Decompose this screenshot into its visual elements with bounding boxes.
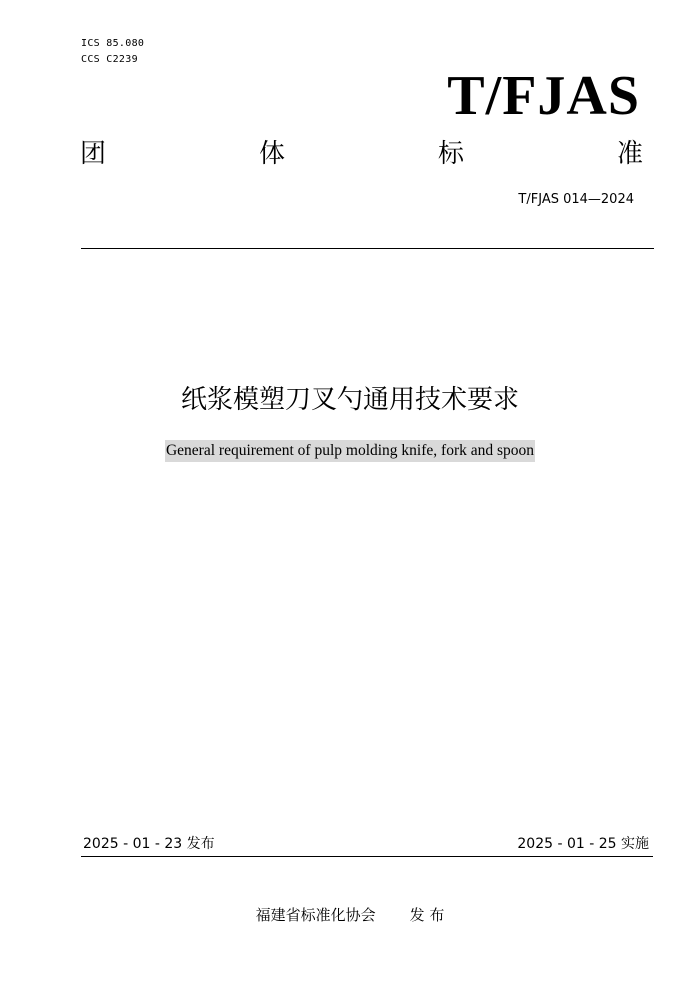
classification-codes: [81, 36, 144, 68]
publisher-name: 福建省标准化协会: [255, 906, 376, 924]
standard-type-heading: [80, 134, 643, 174]
standard-logo: T/FJAS: [447, 65, 640, 127]
implementation-date: 2025 - 01 - 25 实施: [517, 836, 649, 852]
ics-code: ICS 85.080: [81, 38, 145, 49]
standard-number: T/FJAS 014—2024: [518, 192, 634, 207]
publisher-line: [0, 904, 700, 926]
standard-type-char: 准: [616, 139, 643, 169]
top-divider: [81, 248, 654, 249]
standard-type-char: 标: [437, 139, 464, 169]
ccs-code: CCS C2239: [81, 54, 138, 65]
document-title-english: General requirement of pulp molding knife, fork and spoon: [165, 440, 535, 462]
release-date: 2025 - 01 - 23 发布: [83, 836, 215, 852]
document-title-english-container: [0, 440, 700, 462]
standard-type-char: 体: [258, 139, 285, 169]
document-title-chinese: 纸浆模塑刀叉勺通用技术要求: [180, 385, 519, 415]
bottom-divider: [81, 856, 653, 857]
standard-type-char: 团: [80, 139, 107, 169]
publisher-action: 发 布: [409, 906, 445, 924]
